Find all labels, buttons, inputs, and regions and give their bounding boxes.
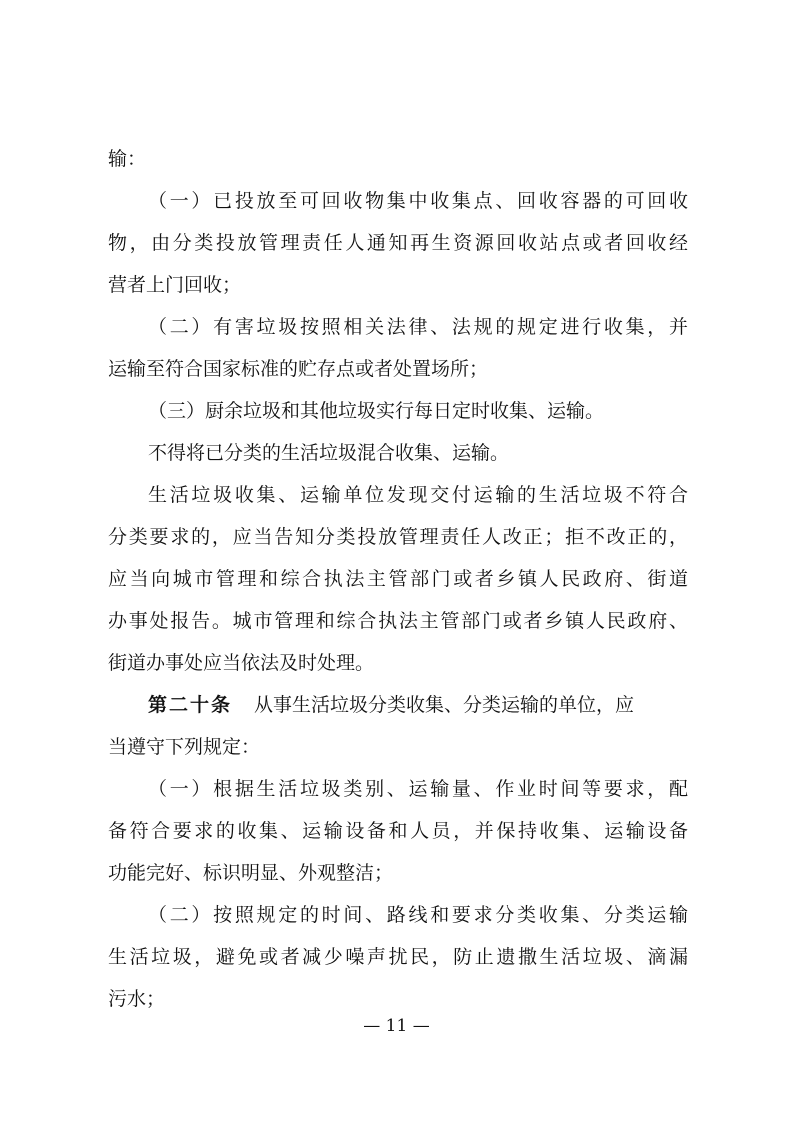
text-line: （二）有害垃圾按照相关法律、法规的规定进行收集，并 xyxy=(148,316,688,338)
text-line: 应当向城市管理和综合执法主管部门或者乡镇人民政府、街道 xyxy=(108,568,688,590)
text-line: 办事处报告。城市管理和综合执法主管部门或者乡镇人民政府、 xyxy=(108,610,688,632)
text-line: 备符合要求的收集、运输设备和人员，并保持收集、运输设备 xyxy=(108,820,688,842)
article-text: 从事生活垃圾分类收集、分类运输的单位，应 xyxy=(254,694,635,716)
text-line: 运输至符合国家标准的贮存点或者处置场所； xyxy=(108,358,489,380)
text-line: （三）厨余垃圾和其他垃圾实行每日定时收集、运输。 xyxy=(148,400,605,422)
text-line: 街道办事处应当依法及时处理。 xyxy=(108,652,375,674)
text-line: 生活垃圾收集、运输单位发现交付运输的生活垃圾不符合 xyxy=(148,484,688,506)
text-line: （二）按照规定的时间、路线和要求分类收集、分类运输 xyxy=(148,904,688,926)
text-line: （一）已投放至可回收物集中收集点、回收容器的可回收 xyxy=(148,190,688,212)
text-line: 污水； xyxy=(108,988,166,1010)
text-line: 分类要求的，应当告知分类投放管理责任人改正；拒不改正的， xyxy=(108,526,688,548)
article-heading: 第二十条 xyxy=(148,694,233,716)
text-line: （一）根据生活垃圾类别、运输量、作业时间等要求，配 xyxy=(148,778,688,800)
text-line: 生活垃圾，避免或者减少噪声扰民，防止遗撒生活垃圾、滴漏 xyxy=(108,946,688,968)
text-line: 当遵守下列规定： xyxy=(108,736,261,758)
text-line: 营者上门回收； xyxy=(108,274,242,296)
page-number: — 11 — xyxy=(363,1016,430,1036)
text-line: 功能完好、标识明显、外观整洁； xyxy=(108,862,394,884)
article-line xyxy=(148,685,688,725)
text-line: 物，由分类投放管理责任人通知再生资源回收站点或者回收经 xyxy=(108,232,688,254)
text-line: 不得将已分类的生活垃圾混合收集、运输。 xyxy=(148,442,510,464)
text-line: 输： xyxy=(108,148,147,170)
